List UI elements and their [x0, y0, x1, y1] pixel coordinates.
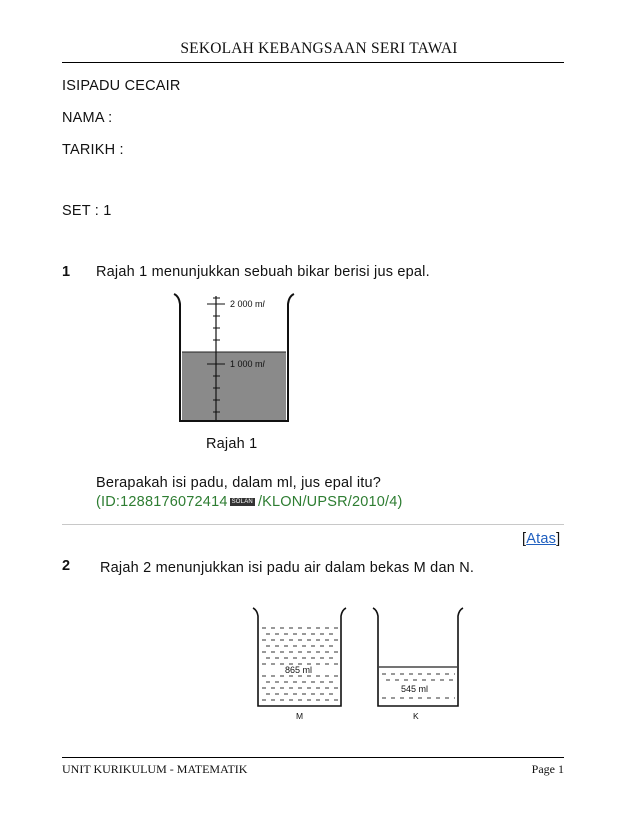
topic-label: ISIPADU CECAIR: [62, 78, 181, 94]
name-label: NAMA :: [62, 110, 113, 126]
containers-figure-2: [245, 604, 475, 726]
question-separator: [62, 524, 564, 525]
header-divider: [62, 62, 564, 63]
beaker-figure-1: [170, 290, 300, 425]
container-k-label: K: [413, 711, 419, 721]
beaker-1-label-2000: 2 000 ml: [230, 299, 265, 309]
question-1-text: Rajah 1 menunjukkan sebuah bikar berisi jus epal.: [96, 264, 430, 280]
reference-id: (ID:1288176072414: [96, 494, 228, 510]
question-1-number: 1: [62, 264, 71, 280]
back-to-top-link-wrapper: [Atas]: [522, 531, 561, 547]
figure-1-caption: Rajah 1: [206, 436, 258, 452]
beaker-1-label-1000: 1 000 ml: [230, 359, 265, 369]
reference-stamp: SOLAN: [231, 499, 253, 506]
back-to-top-link[interactable]: Atas: [526, 531, 557, 547]
date-label: TARIKH :: [62, 142, 124, 158]
question-1-reference: [96, 494, 403, 510]
question-2-text: Rajah 2 menunjukkan isi padu air dalam bekas M dan N.: [100, 560, 475, 576]
question-2-number: 2: [62, 558, 71, 574]
container-m-label: M: [296, 711, 304, 721]
reference-tail: /KLON/UPSR/2010/4): [257, 494, 403, 510]
footer-divider: [62, 757, 564, 758]
container-m-outline: [253, 608, 346, 706]
container-m-water: [262, 628, 338, 700]
footer-page-number: Page 1: [531, 762, 564, 776]
page-header-title: SEKOLAH KEBANGSAAN SERI TAWAI: [180, 40, 458, 57]
question-1-prompt: Berapakah isi padu, dalam ml, jus epal itu?: [96, 475, 382, 491]
set-label: SET : 1: [62, 203, 112, 219]
container-k-value: 545 ml: [401, 684, 429, 694]
container-m-value: 865 ml: [285, 665, 313, 675]
footer-left: UNIT KURIKULUM - MATEMATIK: [62, 762, 248, 776]
